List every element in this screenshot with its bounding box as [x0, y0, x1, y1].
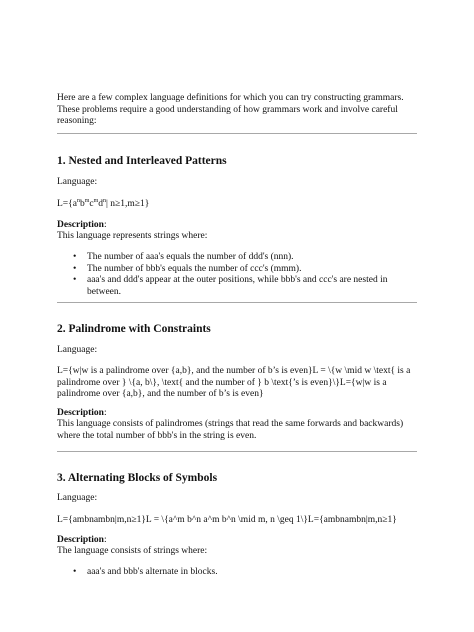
section-3-definition: L={ambnambn|m,n≥1}L = \{a^m b^n a^m b^n \mid m, n \geq 1\}L={ambnambn|m,n≥1}	[57, 515, 397, 525]
section-1-language-label: Language:	[57, 177, 98, 187]
list-item: • aaa's and ddd's appear at the outer positions, while bbb's and ccc's are nested in between.	[57, 275, 417, 298]
list-item: • The number of aaa's equals the number of ddd's (nnn).	[57, 252, 417, 264]
section-3-description: The language consists of strings where:	[57, 546, 208, 556]
section-1-title: 1. Nested and Interleaved Patterns	[57, 155, 227, 167]
section-2-description: This language consists of palindromes (strings that read the same forwards and backwards) where the total number of bbb's in the string is even.	[57, 419, 404, 441]
divider	[57, 302, 417, 303]
section-3-bullet-list	[57, 567, 417, 579]
section-2-definition: L={w|w is a palindrome over {a,b}, and the number of b’s is even}L = \{w \mid w \text{ is a palindrome over } \{a, b\}, \text{ and the number of } b \text{’s is even}\}L={w|w is a palindrome over {a,b}, and the number of b’s is even}	[57, 366, 411, 399]
section-2-description-heading: Description:	[57, 408, 107, 418]
section-1-definition: $L=\{a^nb^mc^md^n|$ n≥1,m≥1}	[57, 197, 150, 209]
section-1-description-heading: Description:	[57, 220, 107, 230]
section-2-language-label: Language:	[57, 345, 98, 355]
list-item: • The number of bbb's equals the number of ccc's (mmm).	[57, 264, 417, 276]
intro-paragraph: Here are a few complex language definitions for which you can try constructing grammars. These problems require a good understanding of how grammars work and involve careful reasoning:	[57, 93, 404, 126]
section-3-title: 3. Alternating Blocks of Symbols	[57, 472, 218, 484]
section-1-description: This language represents strings where:	[57, 231, 208, 241]
divider	[57, 451, 417, 452]
section-1-bullet-list	[57, 252, 417, 298]
section-2-title: 2. Palindrome with Constraints	[57, 323, 211, 335]
list-item: • aaa's and bbb's alternate in blocks.	[57, 567, 417, 579]
divider	[57, 133, 417, 134]
section-3-description-heading: Description:	[57, 535, 107, 545]
section-3-language-label: Language:	[57, 493, 98, 503]
